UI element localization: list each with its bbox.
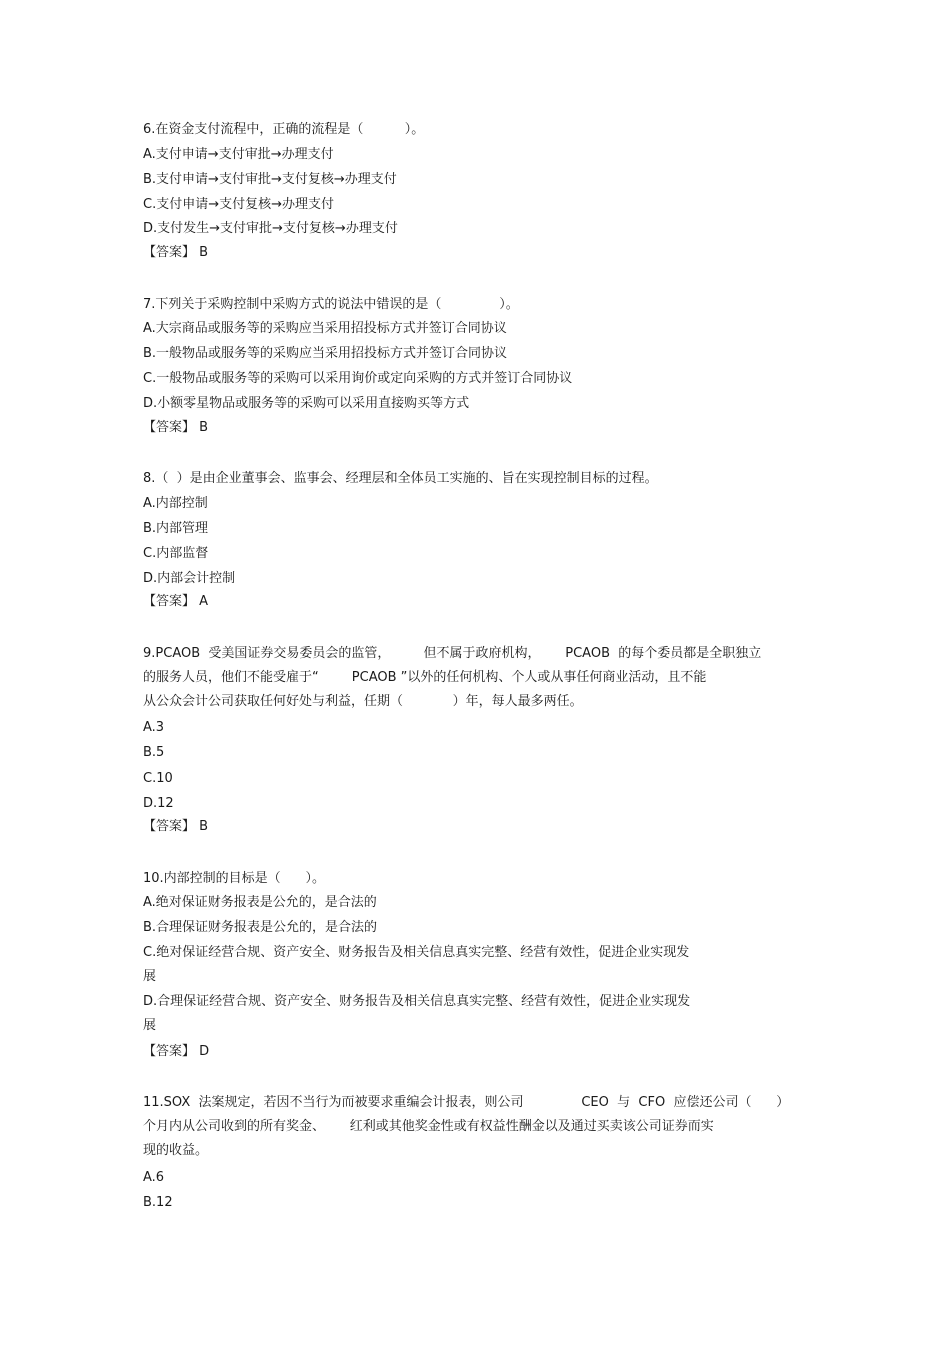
- question-text: 7.下列关于采购控制中采购方式的说法中错误的是（ ）。: [143, 297, 519, 312]
- option-b: B.内部管理: [143, 521, 209, 536]
- option-d: D.合理保证经营合规、资产安全、财务报告及相关信息真实完整、经营有效性，促进企业实现发: [143, 994, 691, 1009]
- option-d-continued: 展: [143, 1018, 157, 1033]
- answer: 【答案】 B: [143, 245, 209, 260]
- option-c: C.一般物品或服务等的采购可以采用询价或定向采购的方式并签订合同协议: [143, 371, 573, 386]
- question-text: 8.（ ）是由企业董事会、监事会、经理层和全体员工实施的、旨在实现控制目标的过程。: [143, 471, 658, 486]
- question-text-line-1: 11.SOX 法案规定，若因不当行为而被要求重编会计报表，则公司 CEO 与 CFO 应偿还公司（ ）: [143, 1095, 790, 1110]
- option-b: B.5: [143, 745, 165, 760]
- option-b: B.支付申请→支付审批→支付复核→办理支付: [143, 172, 397, 187]
- answer: 【答案】 D: [143, 1044, 210, 1059]
- option-d: D.内部会计控制: [143, 571, 236, 586]
- question-text-line-2: 的服务人员，他们不能受雇于“ PCAOB ”以外的任何机构、个人或从事任何商业活动，且不能: [143, 670, 707, 685]
- question-text-line-3: 现的收益。: [143, 1143, 209, 1158]
- answer: 【答案】 B: [143, 819, 209, 834]
- option-b: B.12: [143, 1195, 173, 1210]
- option-a: A.内部控制: [143, 496, 208, 511]
- option-c: C.内部监督: [143, 546, 209, 561]
- option-b: B.一般物品或服务等的采购应当采用招投标方式并签订合同协议: [143, 346, 508, 361]
- option-a: A.3: [143, 720, 165, 735]
- option-d: D.小额零星物品或服务等的采购可以采用直接购买等方式: [143, 396, 470, 411]
- question-text-line-3: 从公众会计公司获取任何好处与利益，任期（ ）年，每人最多两任。: [143, 694, 583, 709]
- question-text-line-2: 个月内从公司收到的所有奖金、 红利或其他奖金性或有权益性酬金以及通过买卖该公司证券而实: [143, 1119, 714, 1134]
- question-text: 6.在资金支付流程中，正确的流程是（ ）。: [143, 122, 425, 137]
- option-c-continued: 展: [143, 969, 157, 984]
- option-c: C.绝对保证经营合规、资产安全、财务报告及相关信息真实完整、经营有效性，促进企业实现发: [143, 945, 690, 960]
- question-text: 10.内部控制的目标是（ ）。: [143, 871, 325, 886]
- option-a: A.大宗商品或服务等的采购应当采用招投标方式并签订合同协议: [143, 321, 507, 336]
- option-b: B.合理保证财务报表是公允的，是合法的: [143, 920, 378, 935]
- option-a: A.绝对保证财务报表是公允的，是合法的: [143, 895, 377, 910]
- option-c: C.支付申请→支付复核→办理支付: [143, 197, 334, 212]
- option-c: C.10: [143, 771, 173, 786]
- option-d: D.12: [143, 796, 174, 811]
- option-a: A.6: [143, 1170, 165, 1185]
- answer: 【答案】 B: [143, 420, 209, 435]
- option-d: D.支付发生→支付审批→支付复核→办理支付: [143, 221, 398, 236]
- question-text-line-1: 9.PCAOB 受美国证券交易委员会的监管， 但不属于政府机构， PCAOB 的每个委员都是全职独立: [143, 646, 762, 661]
- answer: 【答案】 A: [143, 594, 209, 609]
- option-a: A.支付申请→支付审批→办理支付: [143, 147, 334, 162]
